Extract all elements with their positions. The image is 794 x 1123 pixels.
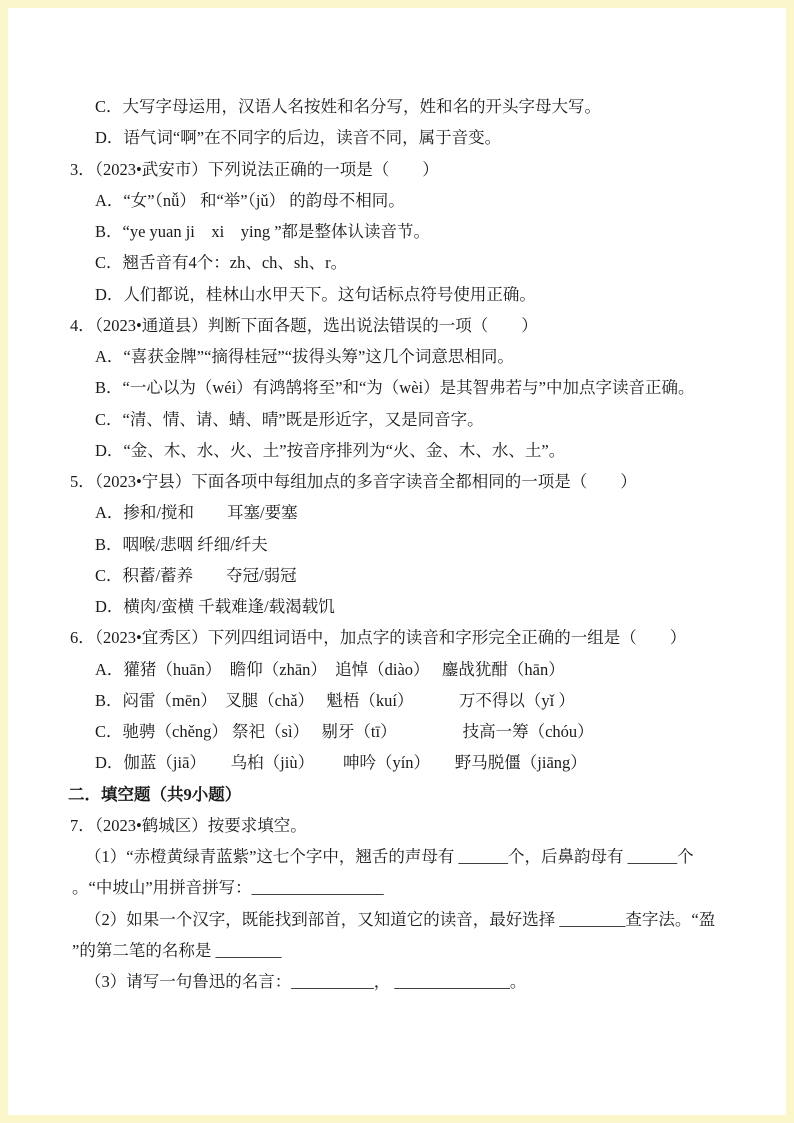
q4-option-a: A．“喜获金牌”“摘得桂冠”“拔得头筹”这几个词意思相同。 [95, 347, 514, 366]
q4-option-c: C．“清、情、请、蜻、晴”既是形近字，又是同音字。 [95, 409, 484, 429]
q5-option-c: C．积蓄/蓄养 夺冠/弱冠 [95, 565, 297, 585]
q7-part2-line2: ”的第二笔的名称是 ________ [72, 940, 282, 960]
q7-part1-line1: （1）“赤橙黄绿青蓝紫”这七个字中，翘舌的声母有 ______个，后鼻韵母有 ______个 [85, 847, 694, 866]
q6-option-b: B．闷雷（mēn） 叉腿（chǎ） 魁梧（kuí） 万不得以（yǐ ） [95, 690, 575, 710]
section-2-heading: 二．填空题（共9小题） [68, 784, 242, 804]
q6-option-c: C．驰骋（chěng） 祭祀（sì） 剔牙（tī） 技高一筹（chóu） [95, 722, 594, 741]
q7-part1-line2: 。“中坡山”用拼音拼写：________________ [72, 878, 384, 898]
q2-option-c: C．大写字母运用，汉语人名按姓和名分写，姓和名的开头字母大写。 [95, 97, 602, 116]
q5-option-a: A．掺和/搅和 耳塞/要塞 [95, 503, 298, 523]
q7-part3-line1: （3）请写一句鲁迅的名言：__________， ______________。 [85, 972, 527, 991]
q3-stem: 3．（2023•武安市）下列说法正确的一项是（ ） [70, 159, 439, 179]
exam-content [8, 91, 786, 997]
q4-option-d: D．“金、木、水、火、土”按音序排列为“火、金、木、水、土”。 [95, 440, 566, 460]
q3-option-b: B．“ye yuan ji xi ying ”都是整体认读音节。 [95, 222, 431, 241]
q4-option-b: B．“一心以为（wéi）有鸿鹄将至”和“为（wèi）是其智弗若与”中加点字读音正确。 [95, 378, 695, 398]
q5-option-d: D．横肉/蛮横 千载难逢/载渴载饥 [95, 597, 335, 616]
q6-stem: 6．（2023•宜秀区）下列四组词语中，加点字的读音和字形完全正确的一组是（ ） [70, 628, 687, 648]
document-page [8, 8, 786, 1115]
q2-option-d: D．语气词“啊”在不同字的后边，读音不同，属于音变。 [95, 128, 502, 148]
q3-option-c: C．翘舌音有4个：zh、ch、sh、r。 [95, 253, 348, 273]
q7-stem: 7．（2023•鹤城区）按要求填空。 [70, 815, 307, 835]
q4-stem: 4．（2023•通道县）判断下面各题，选出说法错误的一项（ ） [70, 315, 538, 335]
q3-option-a: A．“女”（nǚ） 和“举”（jǔ） 的韵母不相同。 [95, 190, 405, 210]
q3-option-d: D．人们都说，桂林山水甲天下。这句话标点符号使用正确。 [95, 284, 536, 304]
q6-option-d: D．伽蓝（jiā） 乌桕（jiù） 呻吟（yín） 野马脱僵（jiāng） [95, 753, 587, 773]
q5-option-b: B．咽喉/悲咽 纤细/纤夫 [95, 534, 268, 554]
q7-part2-line1: （2）如果一个汉字，既能找到部首，又知道它的读音，最好选择 ________查字法。“盈 [85, 909, 716, 929]
q6-option-a: A．獾猪（huān） 瞻仰（zhān） 追悼（diào） 鏖战犹酣（hān） [95, 659, 565, 679]
q5-stem: 5．（2023•宁县）下面各项中每组加点的多音字读音全都相同的一项是（ ） [70, 472, 637, 491]
